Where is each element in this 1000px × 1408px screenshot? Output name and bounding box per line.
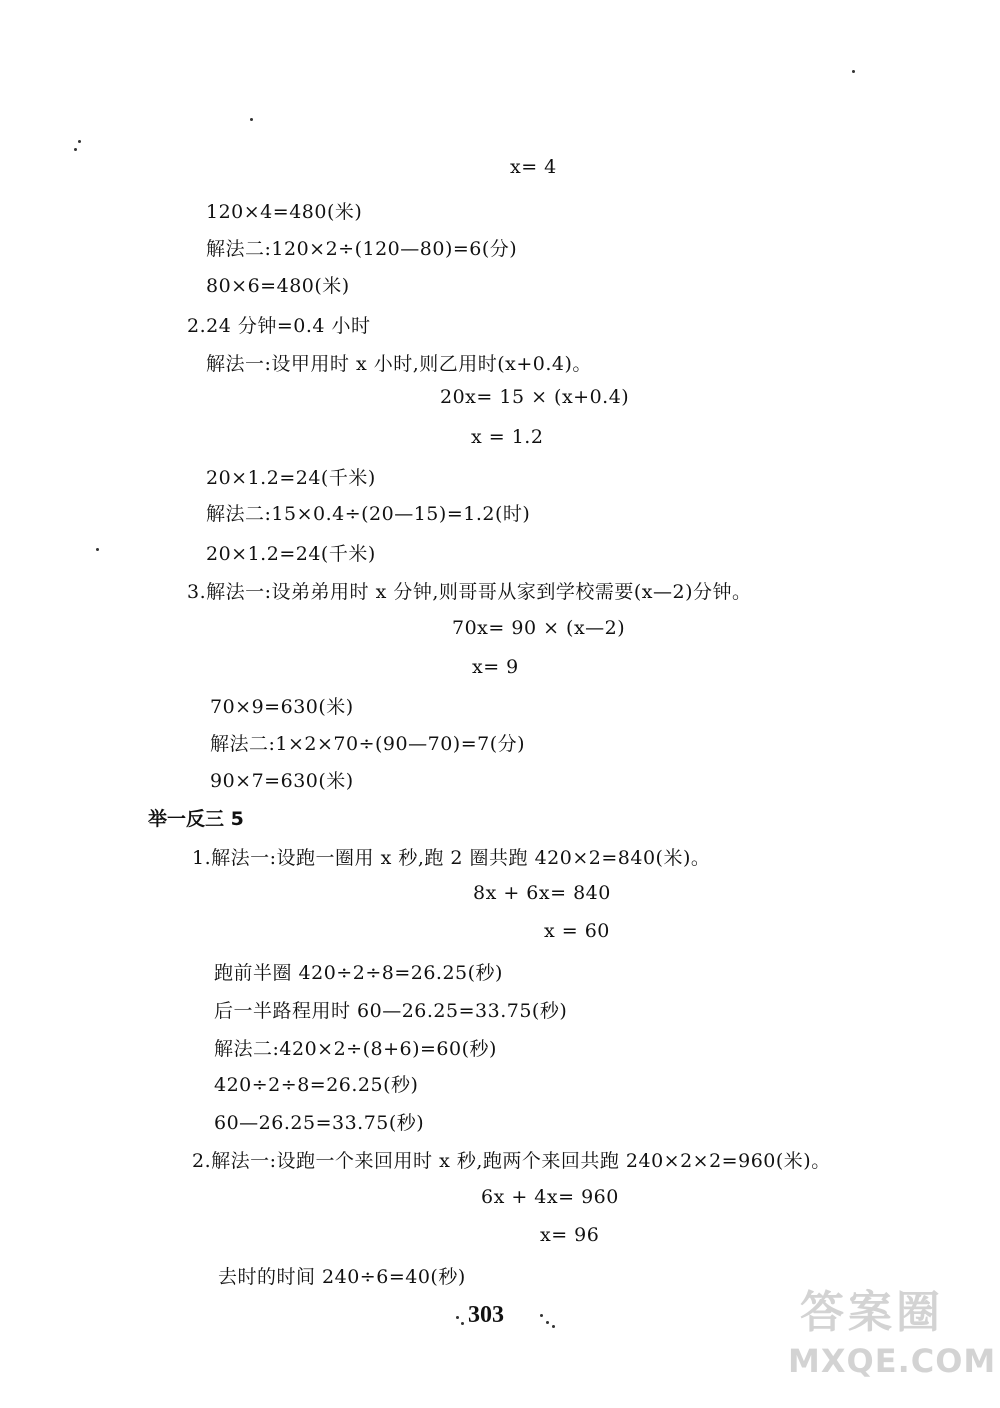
equation-line: 70x= 90 × (x—2) [452,617,626,639]
scan-speck [96,548,99,551]
text-line: 解法二:120×2÷(120—80)=6(分) [206,238,518,260]
text-line: 20×1.2=24(千米) [206,467,376,489]
equation-line: x= 9 [472,656,519,678]
text-line: 80×6=480(米) [206,275,350,297]
equation-line: x = 60 [544,920,610,942]
scan-speck [852,70,855,73]
text-line: 解法二:420×2÷(8+6)=60(秒) [214,1038,497,1060]
page-number-ornament-dot [456,1316,459,1319]
equation-line: x = 1.2 [471,426,544,448]
text-line: 60—26.25=33.75(秒) [214,1112,425,1134]
text-line: 跑前半圈 420÷2÷8=26.25(秒) [214,962,503,984]
text-line: 去时的时间 240÷6=40(秒) [218,1266,466,1288]
equation-line: 20x= 15 × (x+0.4) [440,386,630,408]
text-line: 解法二:15×0.4÷(20—15)=1.2(时) [206,503,531,525]
question-line: 2.解法一:设跑一个来回用时 x 秒,跑两个来回共跑 240×2×2=960(米)。 [192,1150,831,1172]
equation-line: x= 4 [510,156,557,178]
text-line: 后一半路程用时 60—26.25=33.75(秒) [214,1000,568,1022]
text-line: 120×4=480(米) [206,201,363,223]
page-number-ornament-dot [546,1321,549,1324]
page-number: 303 [468,1302,504,1328]
equation-line: x= 96 [540,1224,600,1246]
question-line: 3.解法一:设弟弟用时 x 分钟,则哥哥从家到学校需要(x—2)分钟。 [187,581,752,603]
text-line: 70×9=630(米) [210,696,354,718]
page-number-ornament-dot [552,1325,555,1328]
text-line: 90×7=630(米) [210,770,354,792]
text-line: 420÷2÷8=26.25(秒) [214,1074,419,1096]
page-number-ornament-dot [540,1314,543,1317]
question-line: 2.24 分钟=0.4 小时 [187,315,371,337]
scan-speck [74,148,77,151]
text-line: 解法一:设甲用时 x 小时,则乙用时(x+0.4)。 [206,353,592,375]
scan-speck [250,118,253,121]
section-heading: 举一反三 5 [148,808,244,830]
text-line: 20×1.2=24(千米) [206,543,376,565]
site-watermark-logo [782,1268,997,1386]
text-line: 解法二:1×2×70÷(90—70)=7(分) [210,733,526,755]
watermark-bottom-text: MXQE.COM [788,1342,997,1380]
question-line: 1.解法一:设跑一圈用 x 秒,跑 2 圈共跑 420×2=840(米)。 [192,847,711,869]
equation-line: 6x + 4x= 960 [481,1186,619,1208]
scan-speck [78,140,81,143]
equation-line: 8x + 6x= 840 [473,882,611,904]
watermark-top-text: 答案圈 [800,1287,944,1338]
page-number-ornament-dot [461,1322,464,1325]
